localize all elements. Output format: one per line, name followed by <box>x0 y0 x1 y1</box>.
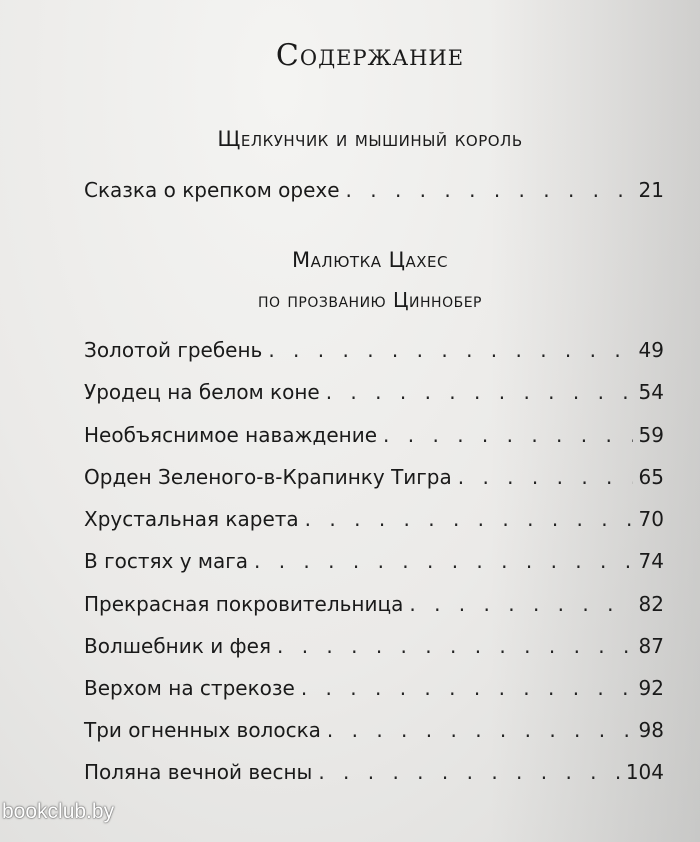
dot-leader <box>458 462 633 492</box>
toc-entry <box>84 673 664 703</box>
toc-entry-page: 87 <box>638 634 664 658</box>
dot-leader <box>254 546 633 576</box>
toc-entry-page: 49 <box>638 338 664 362</box>
toc-entry-title: Сказка о крепком орехе <box>84 178 340 202</box>
toc-entry-title: Хрустальная карета <box>84 507 299 531</box>
dot-leader <box>409 589 632 619</box>
section-heading-zaches: Малютка Цахес <box>292 248 448 272</box>
toc-entry-page: 82 <box>638 592 664 616</box>
toc-entry <box>84 335 664 365</box>
toc-entry-title: Необъяснимое наваждение <box>84 423 378 447</box>
toc-entry-title: Прекрасная покровительница <box>84 592 404 616</box>
toc-entry-title: Уродец на белом коне <box>84 380 320 404</box>
dot-leader <box>383 420 633 450</box>
toc-entry-page: 74 <box>638 549 664 573</box>
toc-entry <box>84 377 664 407</box>
toc-entry-title: Поляна вечной весны <box>84 760 313 784</box>
toc-entry-page: 70 <box>638 507 664 531</box>
toc-entry-title: Верхом на стрекозе <box>84 676 295 700</box>
page-title: Содержание <box>275 38 465 73</box>
toc-entry <box>84 715 664 745</box>
toc-entry-title: Три огненных волоска <box>84 718 321 742</box>
dot-leader <box>346 175 633 205</box>
toc-entry-title: Орден Зеленого-в-Крапинку Тигра <box>84 465 452 489</box>
toc-entry-page: 98 <box>638 718 664 742</box>
section-subheading-zaches: по прозванию Циннобер <box>258 288 482 312</box>
toc-entry-title: Волшебник и фея <box>84 634 271 658</box>
toc-entry-page: 65 <box>638 465 664 489</box>
toc-entry-page: 59 <box>638 423 664 447</box>
toc-entry-title: Золотой гребень <box>84 338 263 362</box>
dot-leader <box>318 757 620 787</box>
dot-leader <box>268 335 632 365</box>
toc-entry-page: 92 <box>638 676 664 700</box>
dot-leader <box>277 631 633 661</box>
toc-entry-page: 21 <box>638 178 664 202</box>
toc-entry <box>84 504 664 534</box>
toc-entry <box>84 589 664 619</box>
toc-entry <box>84 546 664 576</box>
toc-entry <box>84 757 664 787</box>
section-heading-nutcracker: Щелкунчик и мышиный король <box>217 127 523 151</box>
toc-entry-title: В гостях у мага <box>84 549 248 573</box>
toc-entry <box>84 175 664 205</box>
dot-leader <box>327 715 633 745</box>
toc-entry-page: 104 <box>625 760 664 784</box>
toc-entry-page: 54 <box>638 380 664 404</box>
dot-leader <box>305 504 633 534</box>
dot-leader <box>326 377 633 407</box>
toc-entry <box>84 631 664 661</box>
watermark: bookclub.by <box>2 800 115 823</box>
toc-entry <box>84 462 664 492</box>
dot-leader <box>301 673 633 703</box>
toc-entry <box>84 420 664 450</box>
